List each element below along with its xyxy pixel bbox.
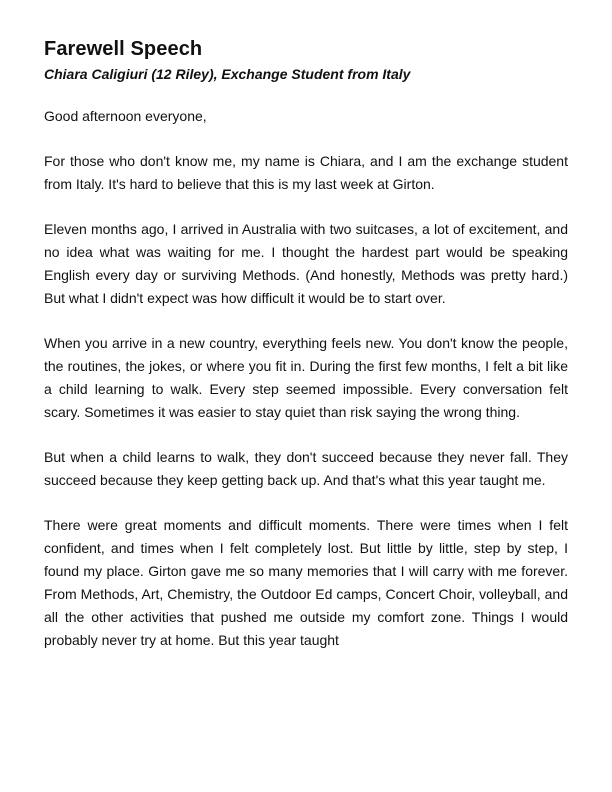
paragraph-arrival: Eleven months ago, I arrived in Australia with two suitcases, a lot of excitement, and no idea what was waiting for me. I thought the hardest part would be speaking English every day or surviving Methods. (And honestly, Methods was pretty hard.) But what I didn't expect was how difficult it would be to start over. [44, 221, 568, 306]
paragraph-moments: There were great moments and difficult moments. There were times when I felt confident, and times when I felt completely lost. But little by little, step by step, I found my place. Girton gave me so many memories that I will carry with me forever. From Methods, Art, Chemistry, the Outdoor Ed camps, Concert Choir, volleyball, and all the other activities that pushed me outside my comfort zone. Things I would probably never try at home. But this year taught [44, 517, 568, 648]
greeting: Good afternoon everyone, [44, 108, 207, 124]
document-title: Farewell Speech [44, 38, 203, 60]
document-subtitle: Chiara Caligiuri (12 Riley), Exchange Student from Italy [44, 66, 411, 82]
paragraph-new-country: When you arrive in a new country, everything feels new. You don't know the people, the routines, the jokes, or where you fit in. During the first few months, I felt a bit like a child learning to walk. Every step seemed impossible. Every conversation felt scary. Sometimes it was easier to stay quiet than risk saying the wrong thing. [44, 335, 568, 420]
paragraph-learning-to-walk: But when a child learns to walk, they don't succeed because they never fall. They succeed because they keep getting back up. And that's what this year taught me. [44, 449, 568, 488]
paragraph-introduction: For those who don't know me, my name is Chiara, and I am the exchange student from Italy. It's hard to believe that this is my last week at Girton. [44, 153, 568, 192]
document-page [44, 36, 568, 648]
